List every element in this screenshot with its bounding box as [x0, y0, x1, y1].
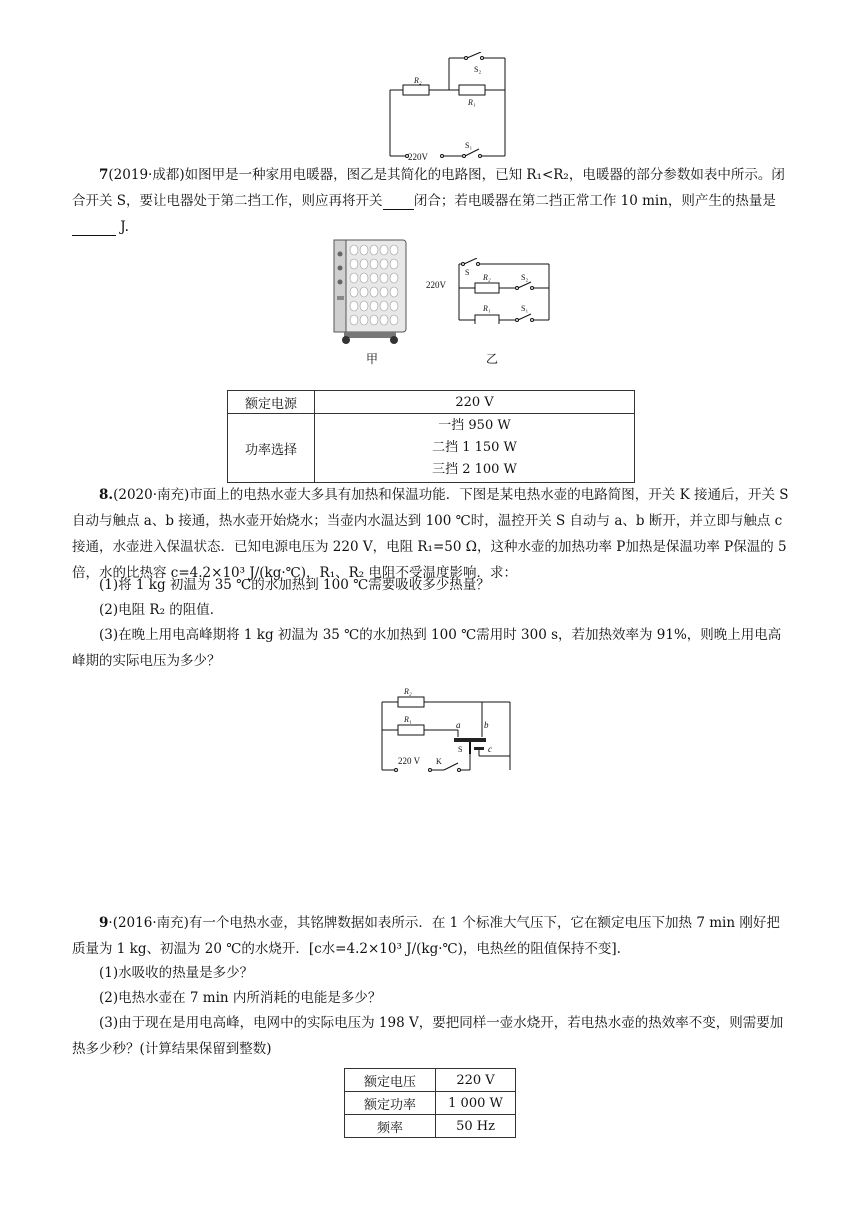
q8-label-r1: R₁ — [404, 715, 412, 724]
table-row — [228, 391, 635, 414]
label-voltage: 220V — [408, 152, 428, 162]
q9-sub-2: (2)电热水壶在 7 min 内所消耗的电能是多少？ — [99, 990, 382, 1006]
switch-s1 — [518, 314, 531, 320]
table-row — [345, 1069, 516, 1092]
q7-label-s: S — [465, 268, 470, 277]
table-cell: 1 000 W — [436, 1092, 516, 1115]
q7-label-s2: S₂ — [521, 273, 529, 282]
resistor-r2 — [403, 85, 429, 95]
q8-source: (2020·南充) — [113, 487, 190, 503]
q9-source: ·(2016·南充) — [108, 915, 189, 931]
q8-text: 市面上的电热水壶大多具有加热和保温功能．下图是某电热水壶的电路简图，开关 K 接通后，开关 S 自动与触点 a、b 接通，热水壶开始烧水；当壶内水温达到 100 ℃时，温控开关 S 自动与 a、b 断开，并立即与触点 c 接通，水壶进入保温状态．已知电源电压为 220 V，电阻 R₁=50 Ω，这种水壶的加热功率 P加热是保温功率 P保温的 5 倍，水的比热容 c=4.2×10³ J/(kg·℃)，R₁、R₂ 电阻不受温度影响．求： — [72, 487, 789, 581]
q7-source: (2019·成都) — [108, 167, 185, 183]
question-7 — [72, 162, 792, 240]
q9-text: 有一个电热水壶，其铭牌数据如表所示．在 1 个标准大气压下，它在额定电压下加热 7 min 刚好把质量为 1 kg、初温为 20 ℃的水烧开．[c水=4.2×10³ J/(kg·℃)，电热丝的阻值保持不变]. — [72, 915, 780, 957]
table-row — [345, 1115, 516, 1138]
q7-circuit-diagram — [425, 258, 555, 324]
table-cell: 功率选择 — [228, 414, 315, 483]
q7-number: 7 — [99, 167, 109, 183]
q7-spec-table — [227, 390, 635, 483]
q8-label-s: S — [458, 745, 463, 754]
question-9 — [72, 910, 792, 962]
question-8 — [72, 482, 792, 586]
table-cell — [315, 414, 635, 483]
q7-blank-2[interactable] — [72, 219, 116, 236]
switch-k — [444, 763, 458, 770]
table-cell: 额定电压 — [345, 1069, 436, 1092]
q7-text-a: 如图甲是一种家用电暖器，图乙是其简化的电路图，已知 R₁<R₂，电暖器的部分参数如表中所示。闭合开关 S，要让电器处于第二挡工作，则应再将开关 — [72, 167, 785, 209]
switch-s1 — [465, 149, 479, 156]
q7-blank-1[interactable] — [383, 193, 414, 210]
switch-s2 — [518, 282, 531, 288]
q8-circuit-diagram — [378, 684, 514, 776]
table-cell: 频率 — [345, 1115, 436, 1138]
q8-label-voltage: 220 V — [398, 756, 421, 766]
table-row — [228, 414, 635, 483]
q8-resistor-r2 — [398, 697, 424, 707]
q7-label-r1: R₁ — [483, 304, 491, 313]
resistor-r1 — [459, 85, 485, 95]
label-s1: S₁ — [465, 141, 473, 150]
q8-number: 8. — [99, 487, 114, 503]
q8-sub-2: (2)电阻 R₂ 的阻值． — [99, 602, 224, 618]
fig-label-yi: 乙 — [486, 352, 499, 366]
gear-3: 三挡 2 100 W — [432, 462, 517, 477]
table-cell: 额定电源 — [228, 391, 315, 414]
q7-label-r2: R₂ — [483, 273, 491, 282]
q8-label-c: c — [488, 744, 492, 754]
q7-text-c: J. — [120, 219, 129, 235]
q8-resistor-r1 — [398, 725, 424, 735]
q7-label-voltage: 220V — [426, 280, 446, 290]
table-row — [345, 1092, 516, 1115]
table-cell: 额定功率 — [345, 1092, 436, 1115]
fig-label-jia: 甲 — [366, 352, 379, 366]
q9-sub-3: (3)由于现在是用电高峰，电网中的实际电压为 198 V，要把同样一壶水烧开，若电热水壶的热效率不变，则需要加热多少秒？(计算结果保留到整数) — [72, 1015, 784, 1057]
table-cell: 50 Hz — [436, 1115, 516, 1138]
gear-2: 二挡 1 150 W — [432, 440, 517, 455]
q9-sub-1: (1)水吸收的热量是多少？ — [99, 965, 254, 981]
top-circuit-diagram — [385, 52, 515, 164]
q8-label-a: a — [456, 720, 461, 730]
q8-label-k: K — [436, 757, 442, 766]
q9-spec-table — [344, 1068, 516, 1138]
q7-resistor-r1 — [475, 315, 499, 324]
q8-sub-3: (3)在晚上用电高峰期将 1 kg 初温为 35 ℃的水加热到 100 ℃需用时 300 s，若加热效率为 91%，则晚上用电高峰期的实际电压为多少？ — [72, 627, 782, 669]
q7-label-s1: S₁ — [521, 304, 529, 313]
q7-text-b: 闭合；若电暖器在第二挡正常工作 10 min，则产生的热量是 — [413, 193, 776, 209]
label-r2: R₂ — [414, 76, 422, 85]
q8-sub-1: (1)将 1 kg 初温为 35 ℃的水加热到 100 ℃需要吸收多少热量？ — [99, 577, 490, 593]
heater-illustration — [330, 234, 410, 346]
switch-s2 — [467, 52, 481, 58]
label-s2: S₂ — [474, 65, 482, 74]
q7-resistor-r2 — [475, 283, 499, 293]
q8-label-r2: R₂ — [404, 687, 412, 696]
switch-s — [454, 738, 486, 742]
switch-s — [464, 258, 477, 264]
table-cell: 220 V — [436, 1069, 516, 1092]
table-cell: 220 V — [315, 391, 635, 414]
q8-label-b: b — [484, 720, 489, 730]
q9-number: 9 — [99, 915, 109, 931]
gear-1: 一挡 950 W — [438, 418, 511, 433]
label-r1: R₁ — [468, 98, 476, 107]
